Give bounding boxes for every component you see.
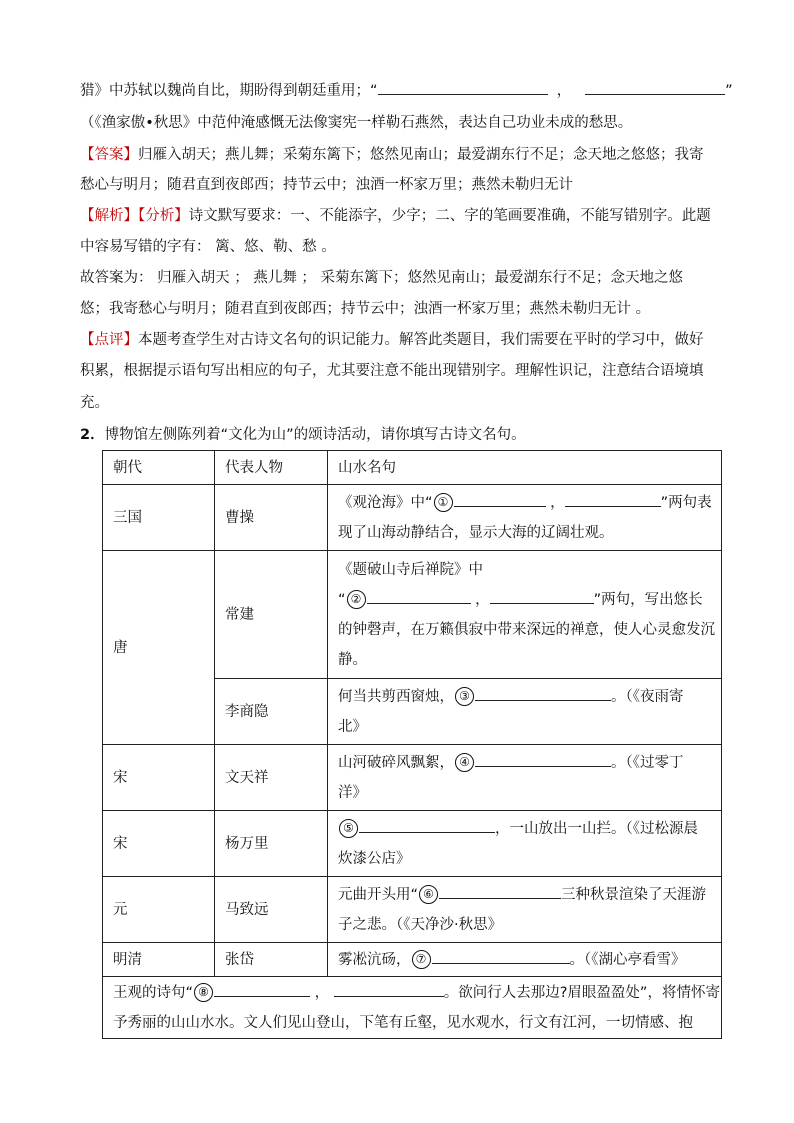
cell-text: ，	[475, 591, 490, 608]
cell-text: 何当共剪西窗烛，	[338, 688, 454, 705]
cell-text: 洋》	[338, 784, 367, 801]
text-line-1	[80, 80, 733, 101]
lines-cell	[328, 551, 722, 679]
cell-text: “	[338, 591, 346, 608]
blank-number: ②	[347, 590, 366, 609]
lines-cell	[328, 679, 722, 745]
answer-blank[interactable]	[454, 492, 546, 507]
cell-text: 静。	[338, 651, 367, 668]
answer-blank[interactable]	[378, 80, 548, 95]
cell-text: 《题破山寺后禅院》中	[338, 561, 483, 578]
table-row	[103, 485, 722, 551]
table-row	[103, 943, 722, 977]
dynasty-cell: 唐	[103, 551, 215, 745]
table-row	[103, 551, 722, 679]
line-text: 猎》中苏轼以魏尚自比，期盼得到朝廷重用；“	[80, 83, 378, 99]
answer-blank[interactable]	[475, 752, 611, 767]
dynasty-cell: 明清	[103, 943, 215, 977]
comment-line-3: 充。	[80, 395, 109, 411]
cell-text: 。（《湖心亭看雪》	[569, 951, 686, 968]
dynasty-cell: 三国	[103, 485, 215, 551]
blank-number: ③	[455, 687, 474, 706]
answer-line-2: 愁心与明月；随君直到夜郎西；持节云中；浊酒一杯家万里；燕然未勒归无计	[80, 177, 573, 193]
table-row	[103, 811, 722, 877]
text-line-2: （《渔家傲•秋思》中范仲淹感慨无法像窦宪一样勒石燕然，表达自己功业未成的愁思。	[80, 115, 633, 131]
blank-number: ⑥	[419, 885, 438, 904]
person-cell: 马致远	[215, 877, 328, 943]
cell-text: 元曲开头用“	[338, 886, 419, 903]
comment-line-1	[80, 330, 704, 350]
summary-cell	[103, 977, 722, 1039]
blank-number: ⑦	[412, 950, 431, 969]
blank-number: ④	[455, 753, 474, 772]
dynasty-cell: 宋	[103, 745, 215, 811]
blank-number: ⑧	[194, 983, 213, 1002]
person-cell: 张岱	[215, 943, 328, 977]
cell-text: 予秀丽的山山水水。文人们见山登山，下笔有丘壑，见水观水，行文有江河，一切情感、抱	[113, 1014, 693, 1031]
answer-tag: 【答案】	[80, 147, 138, 163]
cell-text: 的钟磬声，在万籁俱寂中带来深远的禅意，使人心灵愈发沉	[338, 621, 715, 638]
person-cell: 文天祥	[215, 745, 328, 811]
cell-text: 。欲问行人去那边?眉眼盈盈处”，将情怀寄	[443, 984, 720, 1001]
table-header-row	[103, 451, 722, 485]
table-row	[103, 977, 722, 1039]
dynasty-cell: 元	[103, 877, 215, 943]
header-person: 代表人物	[215, 451, 328, 485]
answer-blank[interactable]	[439, 884, 561, 899]
answer-blank[interactable]	[490, 589, 594, 604]
cell-text: ，一山放出一山拦。（《过松源晨	[495, 820, 698, 837]
answer-blank[interactable]	[367, 589, 471, 604]
lines-cell	[328, 811, 722, 877]
answer-blank[interactable]	[432, 949, 570, 964]
cell-text: 炊漆公店》	[338, 850, 411, 867]
person-cell: 曹操	[215, 485, 328, 551]
answer-blank[interactable]	[359, 818, 495, 833]
header-dynasty: 朝代	[103, 451, 215, 485]
answer-blank[interactable]	[214, 982, 310, 997]
person-cell: 李商隐	[215, 679, 328, 745]
cell-text: 北》	[338, 718, 367, 735]
comment-text: 本题考查学生对古诗文名句的识记能力。解答此类题目，我们需要在平时的学习中，做好	[138, 332, 704, 348]
lines-cell	[328, 943, 722, 977]
lines-cell	[328, 745, 722, 811]
person-cell: 杨万里	[215, 811, 328, 877]
question-2	[80, 425, 526, 445]
lines-cell	[328, 877, 722, 943]
cell-text: 子之悲。（《天净沙·秋思》	[338, 916, 503, 933]
answer-blank[interactable]	[475, 686, 611, 701]
answer-blank[interactable]	[334, 982, 444, 997]
analysis-line-2: 中容易写错的字有： 篱、悠、勒、愁 。	[80, 239, 336, 255]
blank-number: ①	[434, 493, 453, 512]
question-number: 2．	[80, 427, 105, 443]
person-cell: 常建	[215, 551, 328, 679]
cell-text: 《观沧海》中“	[338, 494, 433, 511]
answer-text: 归雁入胡天；燕儿舞；采菊东篱下；悠然见南山；最爱湖东行不足；念天地之悠悠；我寄	[138, 147, 704, 163]
cell-text: ，	[550, 494, 565, 511]
table-row	[103, 745, 722, 811]
cell-text: 王观的诗句“	[113, 984, 194, 1001]
cell-text: 。（《夜雨寄	[611, 688, 684, 705]
cell-text: 雾凇沆砀，	[338, 951, 411, 968]
cell-text: 。（《过零丁	[611, 754, 684, 771]
comment-line-2: 积累，根据提示语句写出相应的句子，尤其要注意不能出现错别字。理解性识记，注意结合语境填	[80, 363, 704, 379]
dynasty-cell: 宋	[103, 811, 215, 877]
analysis-line-3: 故答案为： 归雁入胡天 ； 燕儿舞 ； 采菊东篱下；悠然见南山；最爱湖东行不足；念天地之悠	[80, 270, 684, 286]
cell-text: 山河破碎风飘絮，	[338, 754, 454, 771]
comment-tag: 【点评】	[80, 332, 138, 348]
analysis-line-1	[80, 206, 711, 226]
cell-text: ，	[314, 984, 330, 1001]
analysis-tag: 【解析】【分析】	[80, 208, 189, 224]
cell-text: ”两句，写出悠长	[593, 591, 703, 608]
cell-text: ”两句表	[660, 494, 712, 511]
cell-text: 三种秋景渲染了天涯游	[561, 886, 707, 903]
line-text: ”	[725, 83, 733, 99]
question-text: 博物馆左侧陈列着“文化为山”的颂诗活动，请你填写古诗文名句。	[104, 427, 526, 443]
poetry-table	[102, 450, 722, 1039]
table-row	[103, 877, 722, 943]
blank-number: ⑤	[339, 819, 358, 838]
answer-line-1	[80, 145, 704, 165]
answer-blank[interactable]	[585, 80, 725, 95]
answer-blank[interactable]	[565, 492, 661, 507]
analysis-line-4: 悠；我寄愁心与明月；随君直到夜郎西；持节云中；浊酒一杯家万里；燕然未勒归无计 。	[80, 301, 651, 317]
analysis-text: 诗文默写要求：一、不能添字，少字；二、字的笔画要准确，不能写错别字。此题	[188, 208, 711, 224]
line-text: ，	[556, 83, 572, 99]
cell-text: 现了山海动静结合，显示大海的辽阔壮观。	[338, 524, 614, 541]
lines-cell	[328, 485, 722, 551]
header-lines: 山水名句	[328, 451, 722, 485]
